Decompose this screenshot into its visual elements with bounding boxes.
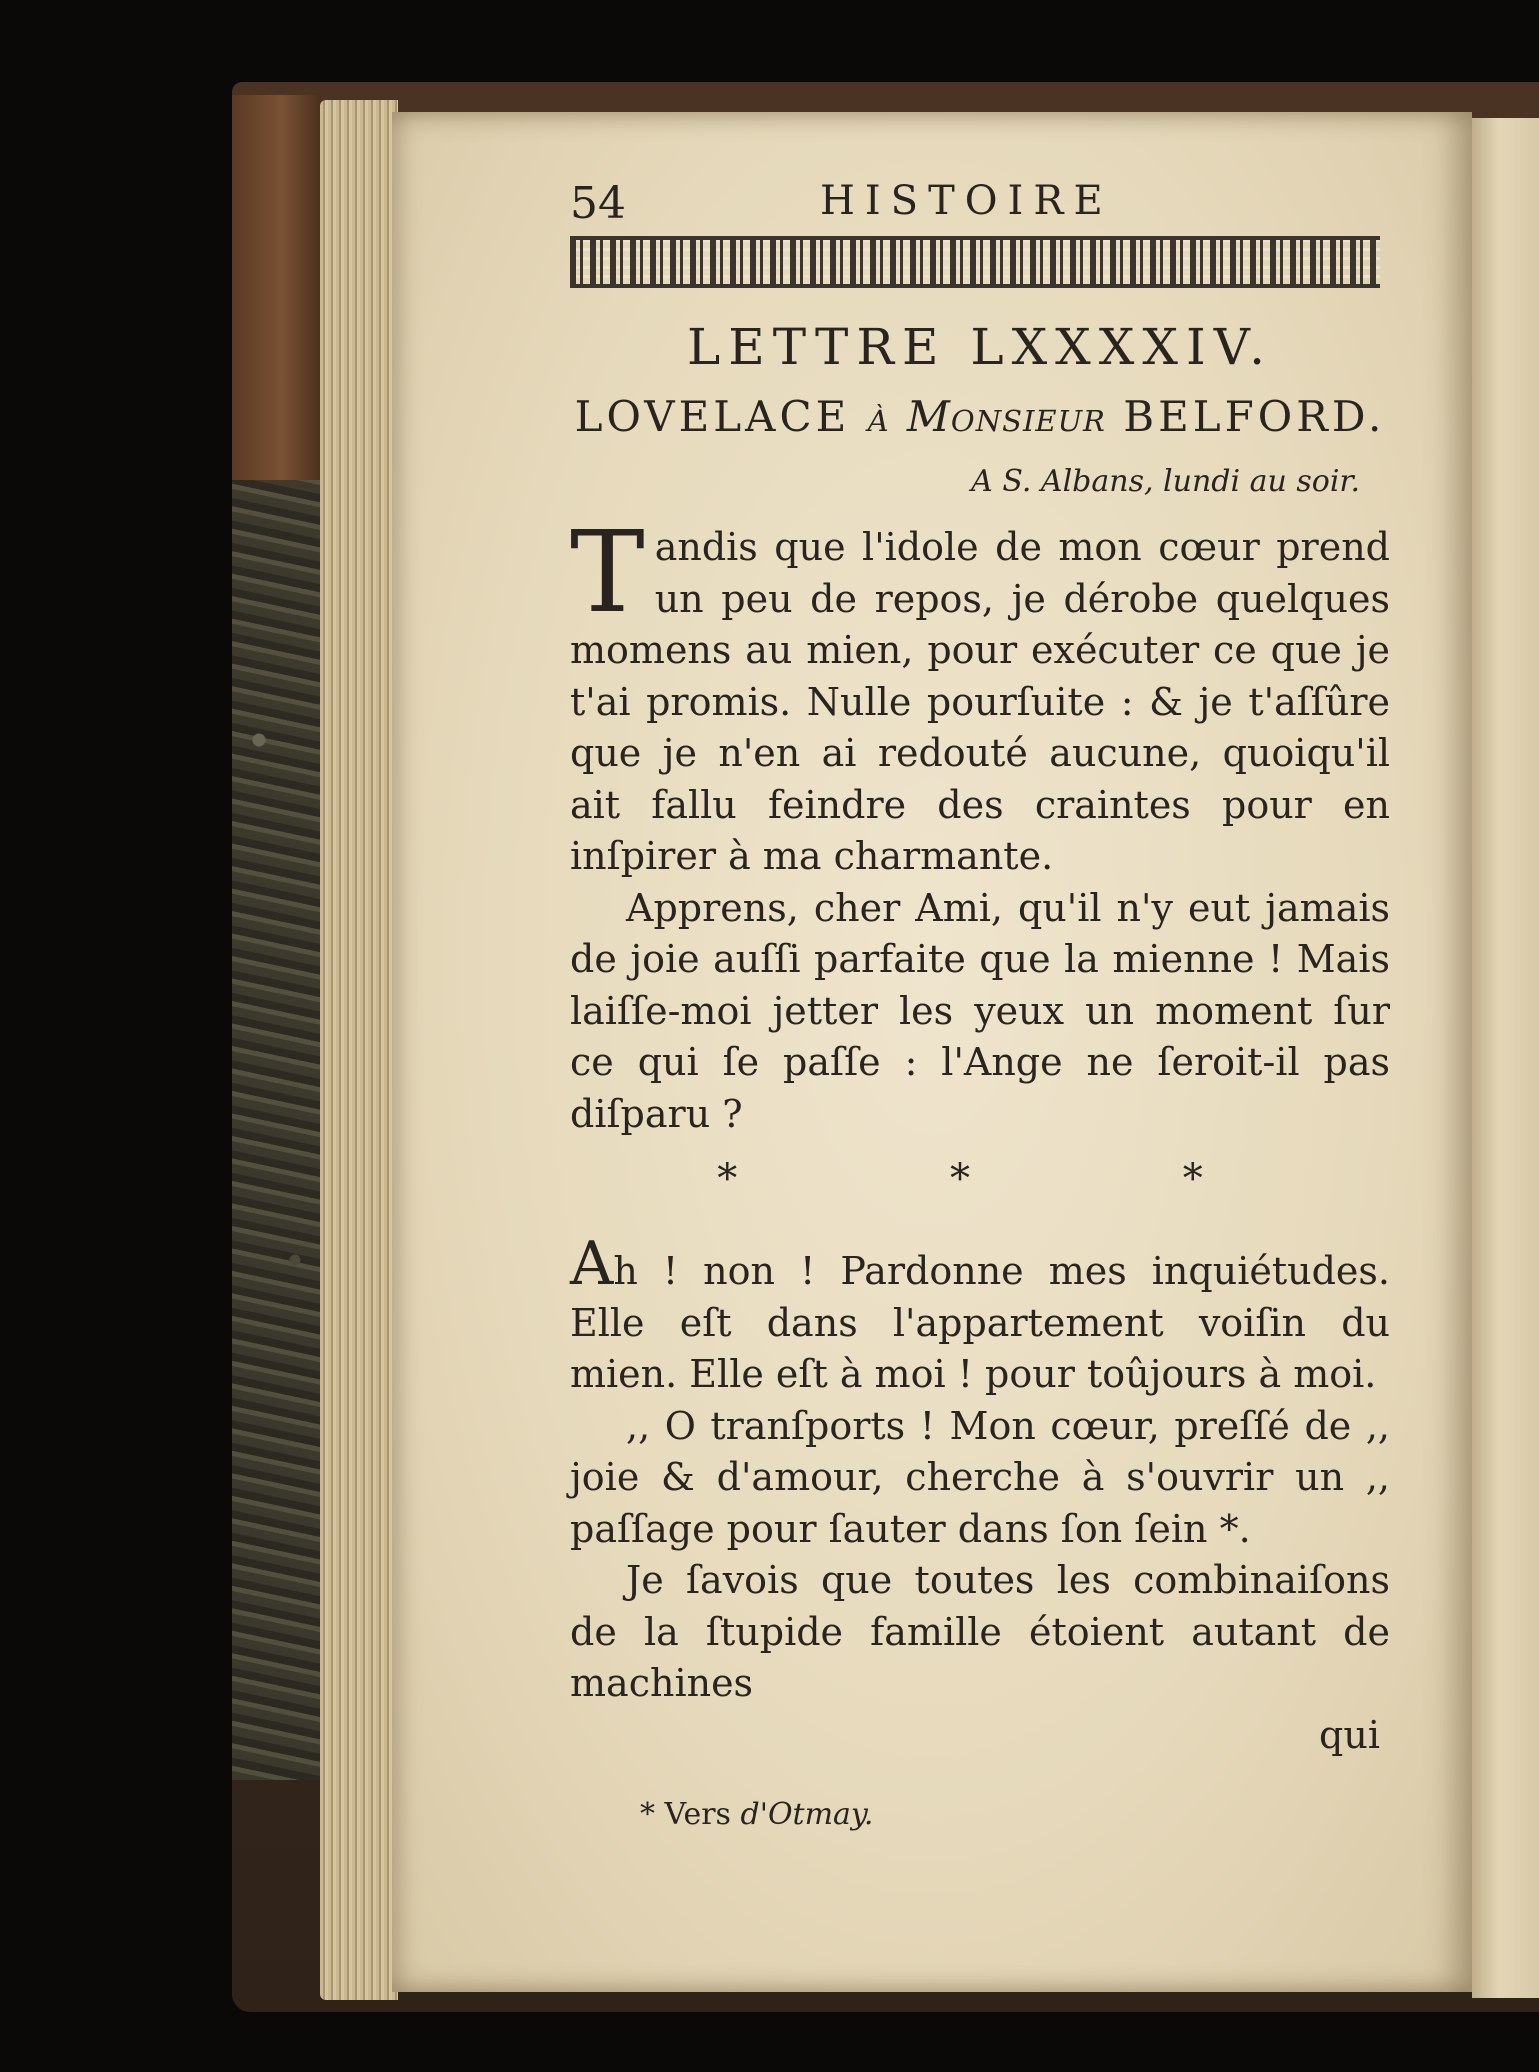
running-title: HISTOIRE [820, 178, 1113, 224]
page-edges [320, 100, 398, 2000]
letter-salutation [570, 392, 1390, 450]
addressee-title: Monsieur [906, 392, 1106, 441]
page-number: 54 [570, 178, 626, 229]
leather-spine [232, 95, 322, 495]
paragraph-2: Apprens, cher Ami, qu'il n'y eut jamais de joie auſſi parfaite que la mienne ! Mais laiſſe-moi jetter les yeux un moment ſur ce qui ſe paſſe : l'Ange ne ſeroit-il pas diſparu ? [570, 885, 1390, 1136]
footnote [570, 1797, 1390, 1832]
initial-letter: A [570, 1229, 614, 1299]
running-head [570, 170, 1390, 230]
footnote-marker: * [640, 1796, 655, 1832]
footnote-prefix: Vers [664, 1796, 731, 1832]
section-separator: * * * [717, 1156, 1303, 1202]
facing-page-edge [1472, 118, 1539, 1998]
paragraph-1-text: andis que l'idole de mon cœur prend un peu de repos, je dérobe quelques momens au mien, pour exécuter ce que je t'ai promis. Nulle pourſuite : & je t'aſſûre que je n'en ai redouté aucune, quoiqu'il ait fallu feindre des craintes pour en inſpirer à ma charmante. [570, 525, 1390, 878]
dateline: A S. Albans, lundi au soir. [971, 464, 1360, 499]
paragraph-3 [570, 1229, 1390, 1401]
paragraph-5: Je ſavois que toutes les combinaiſons de la ſtupide famille étoient autant de machines [570, 1558, 1390, 1705]
drop-cap: T [570, 508, 645, 638]
marbled-board [232, 480, 322, 1780]
page-text [570, 170, 1390, 1832]
footnote-source: d'Otmay. [740, 1796, 874, 1832]
paragraph-1 [570, 508, 1390, 883]
ornamental-rule [570, 236, 1380, 288]
letter-heading: LETTRE LXXXXIV. [687, 318, 1273, 376]
paragraph-3-text: h ! non ! Pardonne mes inquiétudes. Elle eſt dans l'appartement voiſin du mien. Elle eſt à moi ! pour toûjours à moi. [570, 1249, 1390, 1396]
sender: LOVELACE [574, 392, 851, 441]
catchword: qui [1319, 1712, 1380, 1757]
preposition: à [867, 392, 890, 441]
paragraph-4: ,, O tranſports ! Mon cœur, preſſé de ,, joie & d'amour, cherche à s'ouvrir un ,, paſſage pour ſauter dans ſon ſein *. [570, 1403, 1390, 1551]
addressee: BELFORD. [1123, 392, 1386, 441]
